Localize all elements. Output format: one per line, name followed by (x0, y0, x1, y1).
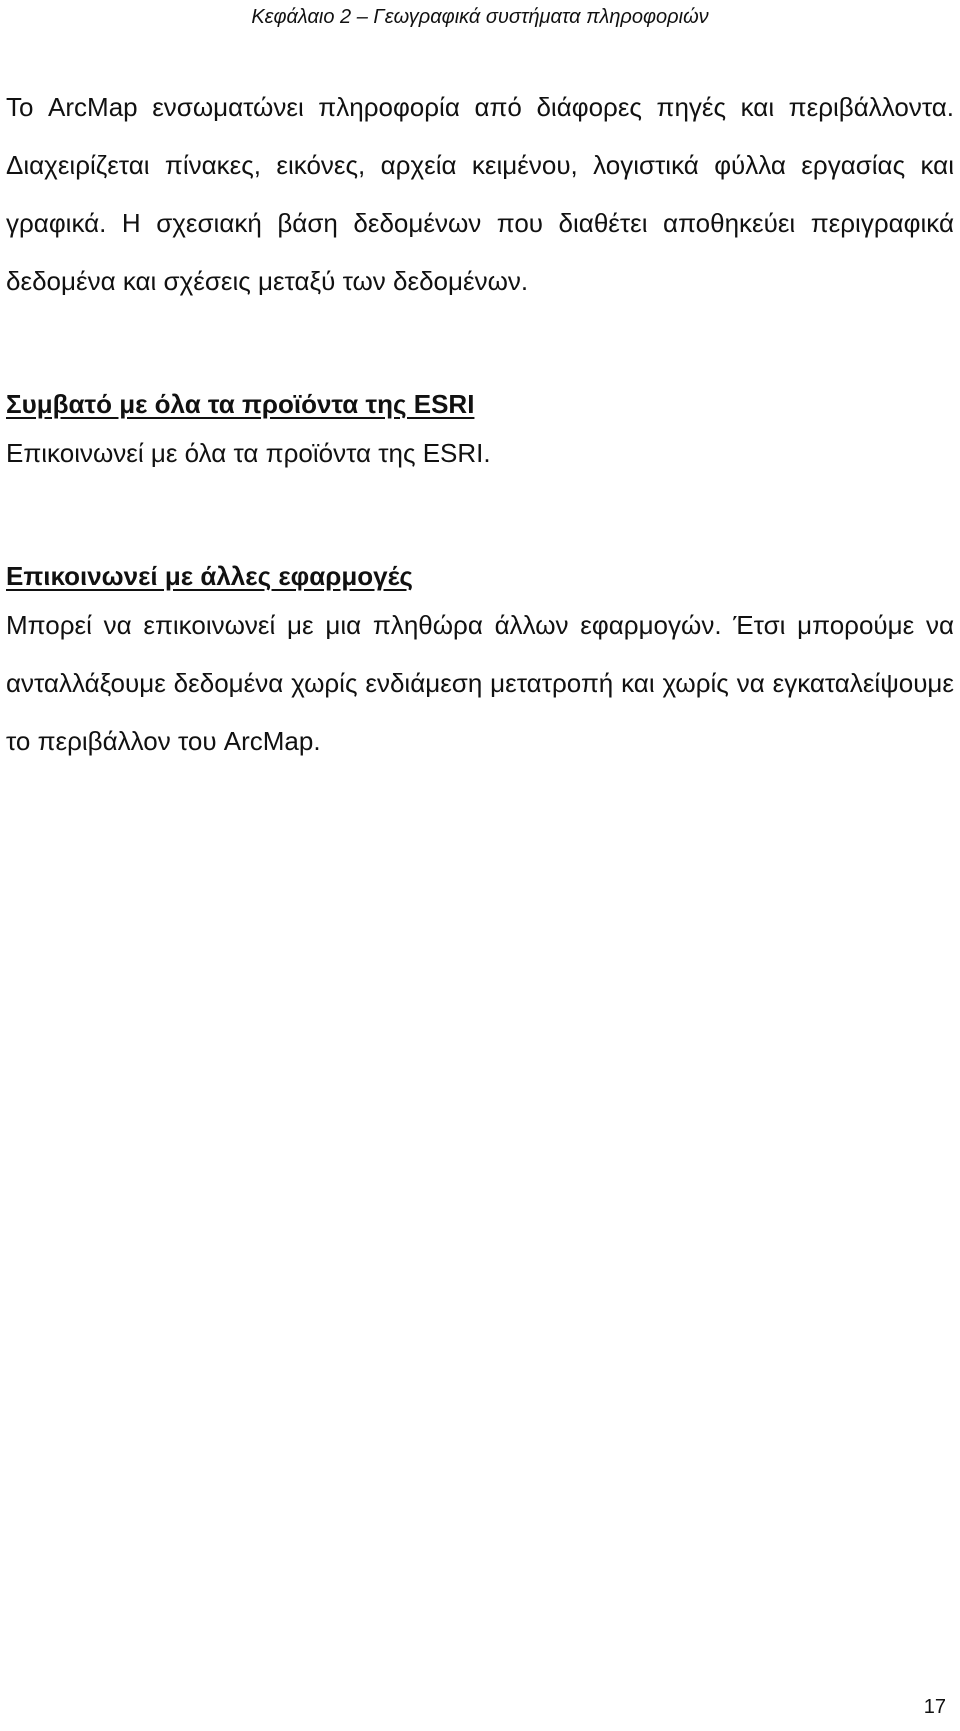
intro-paragraph: Το ArcMap ενσωματώνει πληροφορία από διάφορες πηγές και περιβάλλοντα. Διαχειρίζεται πίνακες, εικόνες, αρχεία κειμένου, λογιστικά φύλλα εργασίας και γραφικά. Η σχεσιακή βάση δεδομένων που διαθέτει αποθηκεύει περιγραφικά δεδομένα και σχέσεις μεταξύ των δεδομένων. (6, 92, 954, 296)
spacer (6, 310, 954, 384)
spacer (6, 482, 954, 556)
section-heading-other-applications: Επικοινωνεί με άλλες εφαρμογές (6, 561, 413, 591)
page-number: 17 (923, 1696, 946, 1718)
section-text-other-applications: Μπορεί να επικοινωνεί με μια πληθώρα άλλων εφαρμογών. Έτσι μπορούμε να ανταλλάξουμε δεδομένα χωρίς ενδιάμεση μετατροπή και χωρίς να εγκαταλείψουμε το περιβάλλον του ArcMap. (6, 610, 954, 756)
section-heading-esri-compatibility: Συμβατό με όλα τα προϊόντα της ESRI (6, 389, 475, 419)
running-header: Κεφάλαιο 2 – Γεωγραφικά συστήματα πληροφοριών (251, 6, 709, 28)
section-text-esri-compatibility: Επικοινωνεί με όλα τα προϊόντα της ESRI. (6, 438, 491, 468)
page-content (6, 78, 954, 770)
